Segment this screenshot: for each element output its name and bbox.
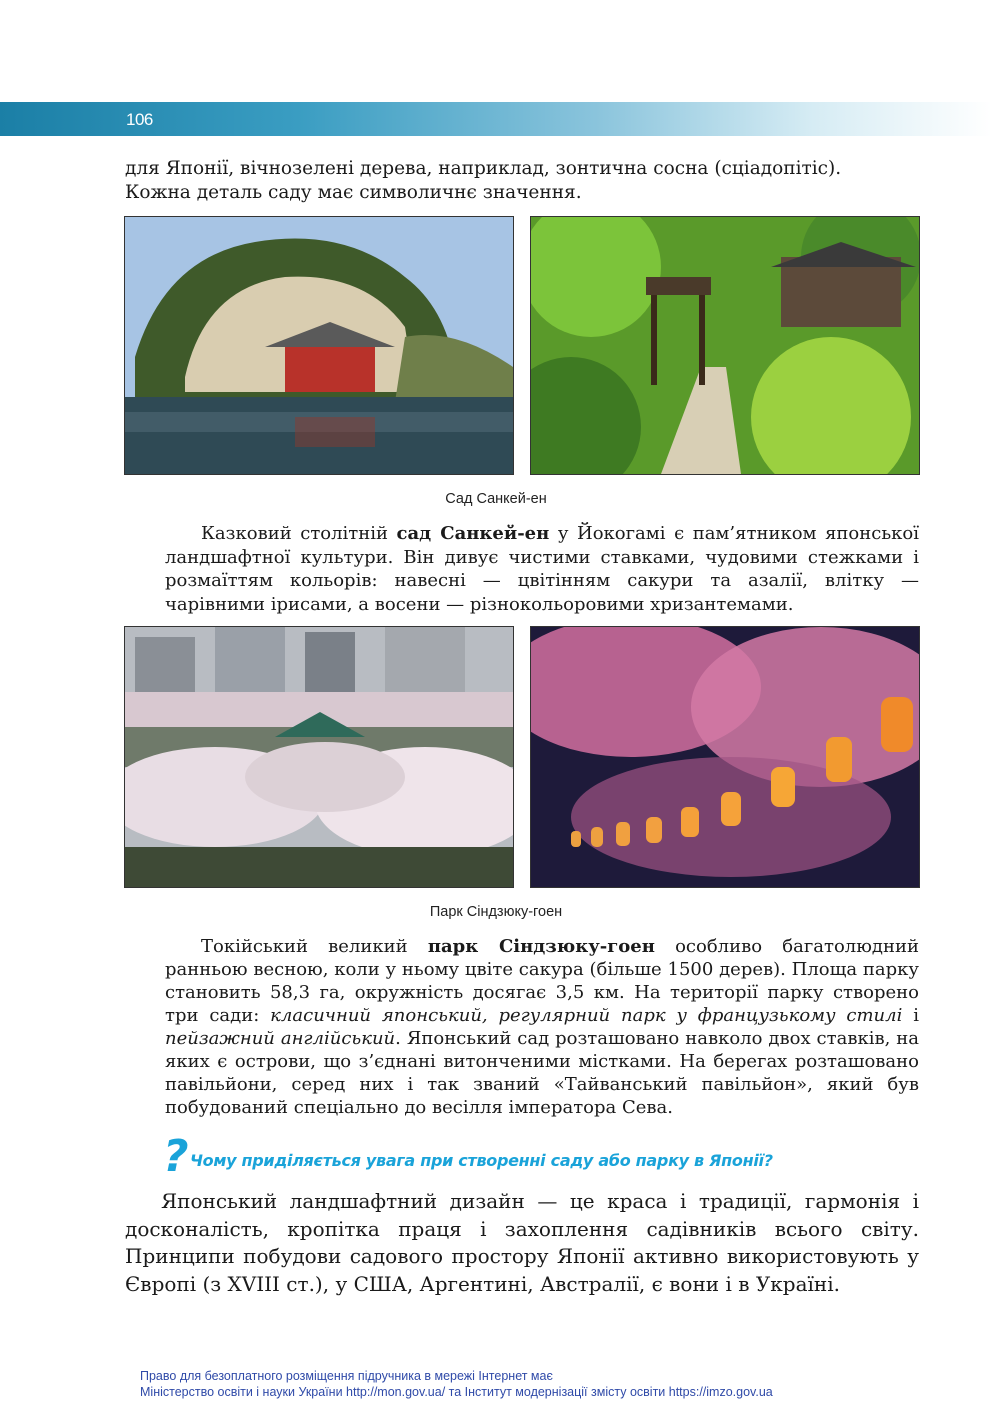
figure-caption-shinjuku: Парк Сіндзюку-гоен [429,904,563,920]
intro-paragraph [125,157,919,204]
closing-text: Японський ландшафтний дизайн — це краса і традиції, гармонія і досконалість, кропітка праця і захоплення садівників всього світу. Принципи побудови садового простору Японії активно використовують у Європі (з XVIII ст.), у США, Аргентині, Австралії, є вони і в Україні. [125,1189,919,1296]
shinjuku-italic-2: пейзажний англійський [165,1028,396,1049]
closing-paragraph [125,1188,919,1298]
footer-line-2: Міністерство освіти і науки України http://mon.gov.ua/ та Інститут модернізації змісту освіти https://imzo.gov.ua [140,1385,773,1399]
sakura-lanterns-photo [530,626,920,888]
question-heading: Чому приділяється увага при створенні саду або парку в Японії? [190,1151,773,1170]
shinjuku-text-rest: . Японський сад розташовано навколо двох ставків, на яких є острови, що з’єднані витонченими містками. На берегах розташовано павільйони, серед них і так званий «Тайванський павільйон», який був побудований спеціально до весілля імператора Сева. [165,1028,919,1118]
shinjuku-paragraph [165,935,919,1119]
page-number: 106 [126,110,153,129]
footer-line-1: Право для безоплатного розміщення підручника в мережі Інтернет має [140,1369,553,1383]
sankeien-text-start: Казковий столітній [201,523,397,544]
sankeien-pavilion-photo [124,216,514,475]
shinjuku-bold-term: парк Сіндзюку-гоен [427,936,655,957]
figure-caption-sankeien: Сад Санкей-ен [445,491,547,507]
shinjuku-park-photo [124,626,514,888]
sankeien-text-rest: у Йокогамі є пам’ятником японської ландшафтної культури. Він дивує чистими ставками, чудовими стежками і розмаїттям кольорів: навесні — цвітінням сакури та азалії, влітку — чарівними ірисами, а восени — різнокольоровими хризантемами. [165,523,919,615]
shinjuku-text-mid-2: і [902,1005,919,1026]
shinjuku-italic-1: класичний японський, регулярний парк у французькому стилі [270,1005,903,1026]
shinjuku-text-start: Токійський великий [201,936,428,957]
shinjuku-text-mid-1: особливо багатолюдний ранньою весною, коли у ньому цвіте сакура (більше 1500 дерев). Площа парку становить 58,3 га, окружність досягає 3,5 км. На території парку створено три сади: [165,936,919,1026]
intro-line-2: Кожна деталь саду має символичнє значення. [125,181,582,203]
sankeien-path-photo [530,216,920,475]
sankeien-bold-term: сад Санкей-ен [396,523,550,544]
question-mark-icon: ? [163,1131,189,1182]
intro-line-1: для Японії, вічнозелені дерева, наприклад, зонтична сосна (сціадопітіс). [125,158,842,179]
sankeien-paragraph [165,522,919,616]
